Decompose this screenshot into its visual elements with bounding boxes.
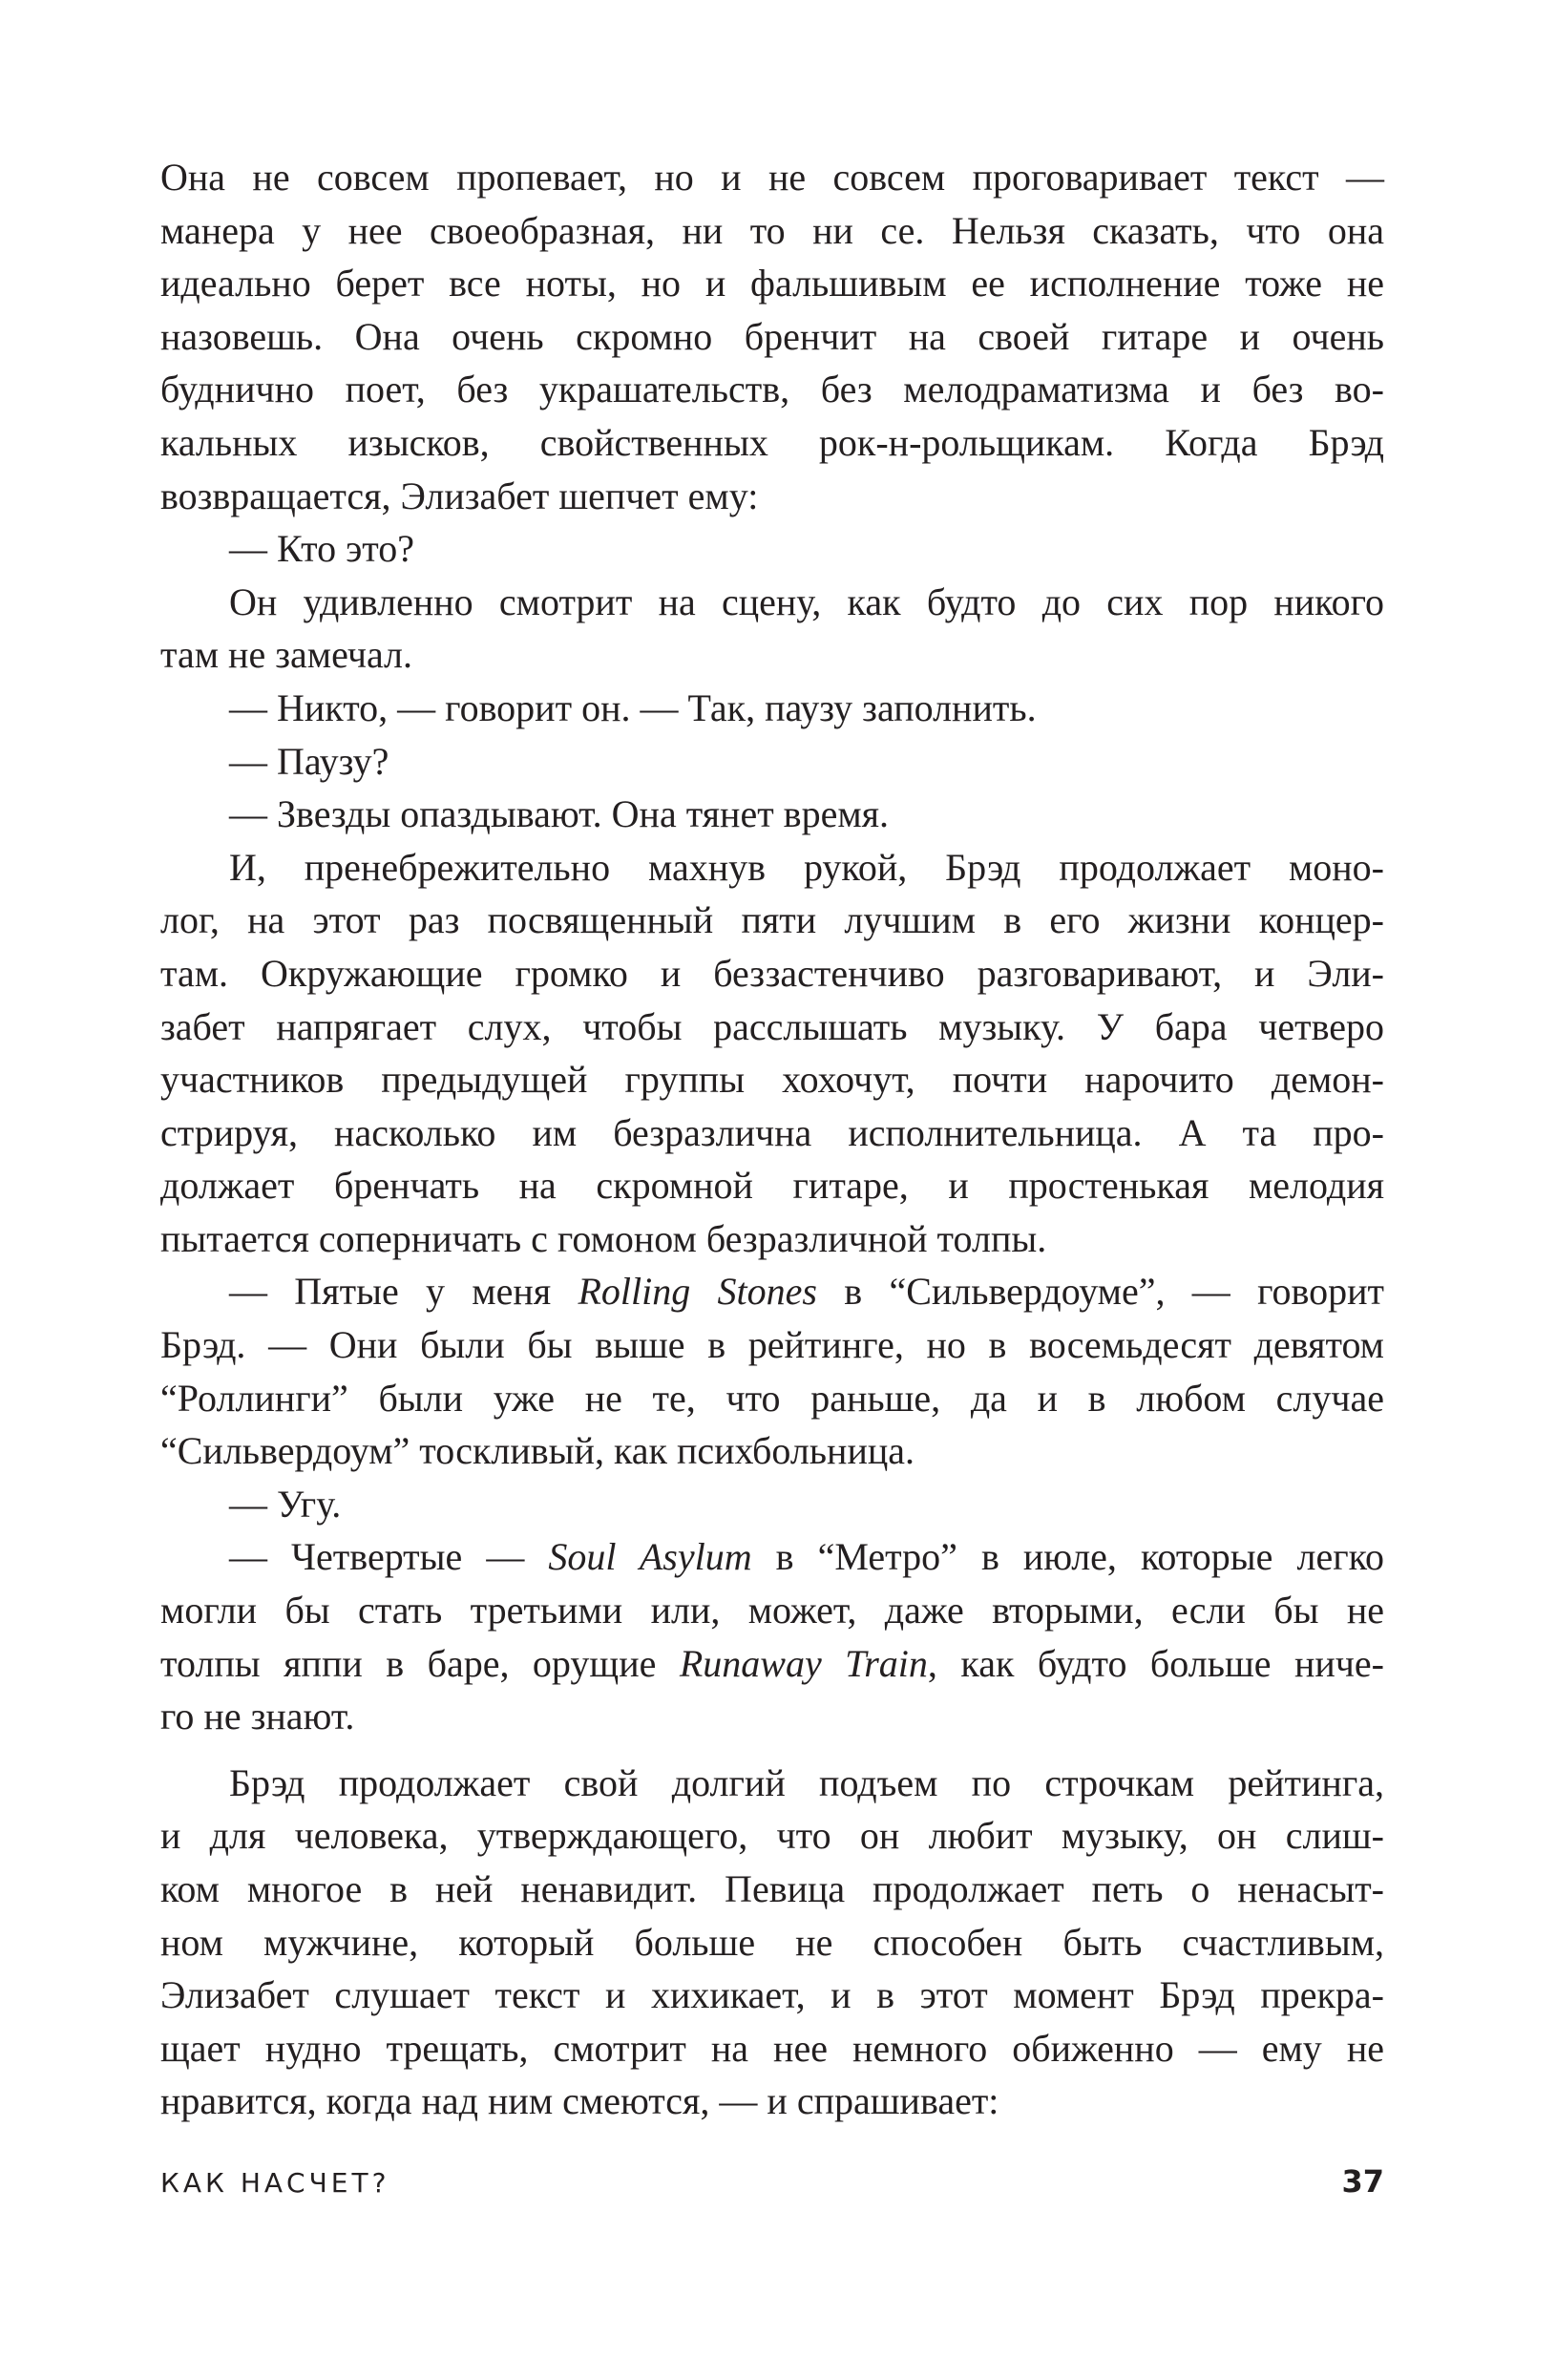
text-line: — Кто это? — [229, 527, 414, 571]
text-line: — Угу. — [229, 1482, 342, 1526]
band-name: Rolling Stones — [578, 1270, 817, 1314]
running-footer-title: КАК НАСЧЕТ? — [160, 2167, 390, 2199]
text-line: стрируя, насколько им безразлична исполнительница. А та про- — [160, 1110, 1384, 1154]
text-segment: — Четвертые — — [229, 1535, 549, 1579]
text-line: пытается соперничать с гомоном безразличной толпы. — [160, 1216, 1047, 1260]
text-line: и для человека, утверждающего, что он любит музыку, он слиш- — [160, 1814, 1384, 1858]
body-text — [160, 151, 1384, 2128]
text-line: И, пренебрежительно махнув рукой, Брэд продолжает моно- — [229, 845, 1384, 889]
text-line: “Сильвердоум” тоскливый, как психбольница. — [160, 1429, 915, 1473]
text-line: там не замечал. — [160, 633, 413, 677]
text-line — [160, 1265, 1384, 1318]
text-line: там. Окружающие громко и беззастенчиво разговаривают, и Эли- — [160, 951, 1384, 995]
text-line: могли бы стать третьими или, может, даже вторыми, если бы не — [160, 1589, 1384, 1632]
text-line: го не знают. — [160, 1695, 355, 1738]
text-line: возвращается, Элизабет шепчет ему: — [160, 474, 759, 517]
text-line: идеально берет все ноты, но и фальшивым ее исполнение тоже не — [160, 262, 1384, 305]
text-line: ком многое в ней ненавидит. Певица продолжает петь о ненасыт- — [160, 1867, 1384, 1910]
text-line: — Паузу? — [229, 739, 389, 783]
text-line: Брэд продолжает свой долгий подъем по строчкам рейтинга, — [229, 1760, 1384, 1804]
text-segment: в “Метро” в июле, которые легко — [751, 1535, 1385, 1579]
text-line: щает нудно трещать, смотрит на нее немного обиженно — ему не — [160, 2026, 1384, 2070]
text-line: Она не совсем пропевает, но и не совсем проговаривает текст — — [160, 156, 1384, 199]
text-line: — Звезды опаздывают. Она тянет время. — [229, 792, 890, 836]
text-segment: , как будто больше ниче- — [927, 1641, 1384, 1685]
text-line: должает бренчать на скромной гитаре, и простенькая мелодия — [160, 1164, 1384, 1208]
text-line: Он удивленно смотрит на сцену, как будто до сих пор никого — [229, 579, 1384, 623]
text-line: участников предыдущей группы хохочут, почти нарочито демон- — [160, 1058, 1384, 1102]
text-segment: толпы яппи в баре, орущие — [160, 1641, 680, 1685]
text-line: назовешь. Она очень скромно бренчит на своей гитаре и очень — [160, 314, 1384, 358]
band-name: Soul Asylum — [548, 1535, 752, 1579]
text-line: “Роллинги” были уже не те, что раньше, да и в любом случае — [160, 1376, 1384, 1420]
text-line: лог, на этот раз посвященный пяти лучшим в его жизни концер- — [160, 898, 1384, 942]
text-line: буднично поет, без украшательств, без мелодраматизма и без во- — [160, 368, 1384, 411]
text-line: Брэд. — Они были бы выше в рейтинге, но в восемьдесят девятом — [160, 1323, 1384, 1367]
text-line: нравится, когда над ним смеются, — и спрашивает: — [160, 2079, 999, 2123]
text-line — [160, 1530, 1384, 1584]
text-line: Элизабет слушает текст и хихикает, и в этот момент Брэд прекра- — [160, 1973, 1384, 2017]
text-segment: — Пятые у меня — [229, 1270, 578, 1314]
page-number: 37 — [1341, 2163, 1384, 2200]
text-line: — Никто, — говорит он. — Так, паузу заполнить. — [229, 685, 1037, 729]
song-title: Runaway Train — [679, 1641, 928, 1685]
text-line: кальных изысков, свойственных рок-н-рольщикам. Когда Брэд — [160, 420, 1384, 464]
text-line: забет напрягает слух, чтобы расслышать музыку. У бара четверо — [160, 1004, 1384, 1048]
text-line — [160, 1637, 1384, 1691]
text-line: ном мужчине, который больше не способен быть счастливым, — [160, 1920, 1384, 1964]
text-segment: в “Сильвердоуме”, — говорит — [816, 1270, 1384, 1314]
text-line: манера у нее своеобразная, ни то ни се. Нельзя сказать, что она — [160, 208, 1384, 252]
